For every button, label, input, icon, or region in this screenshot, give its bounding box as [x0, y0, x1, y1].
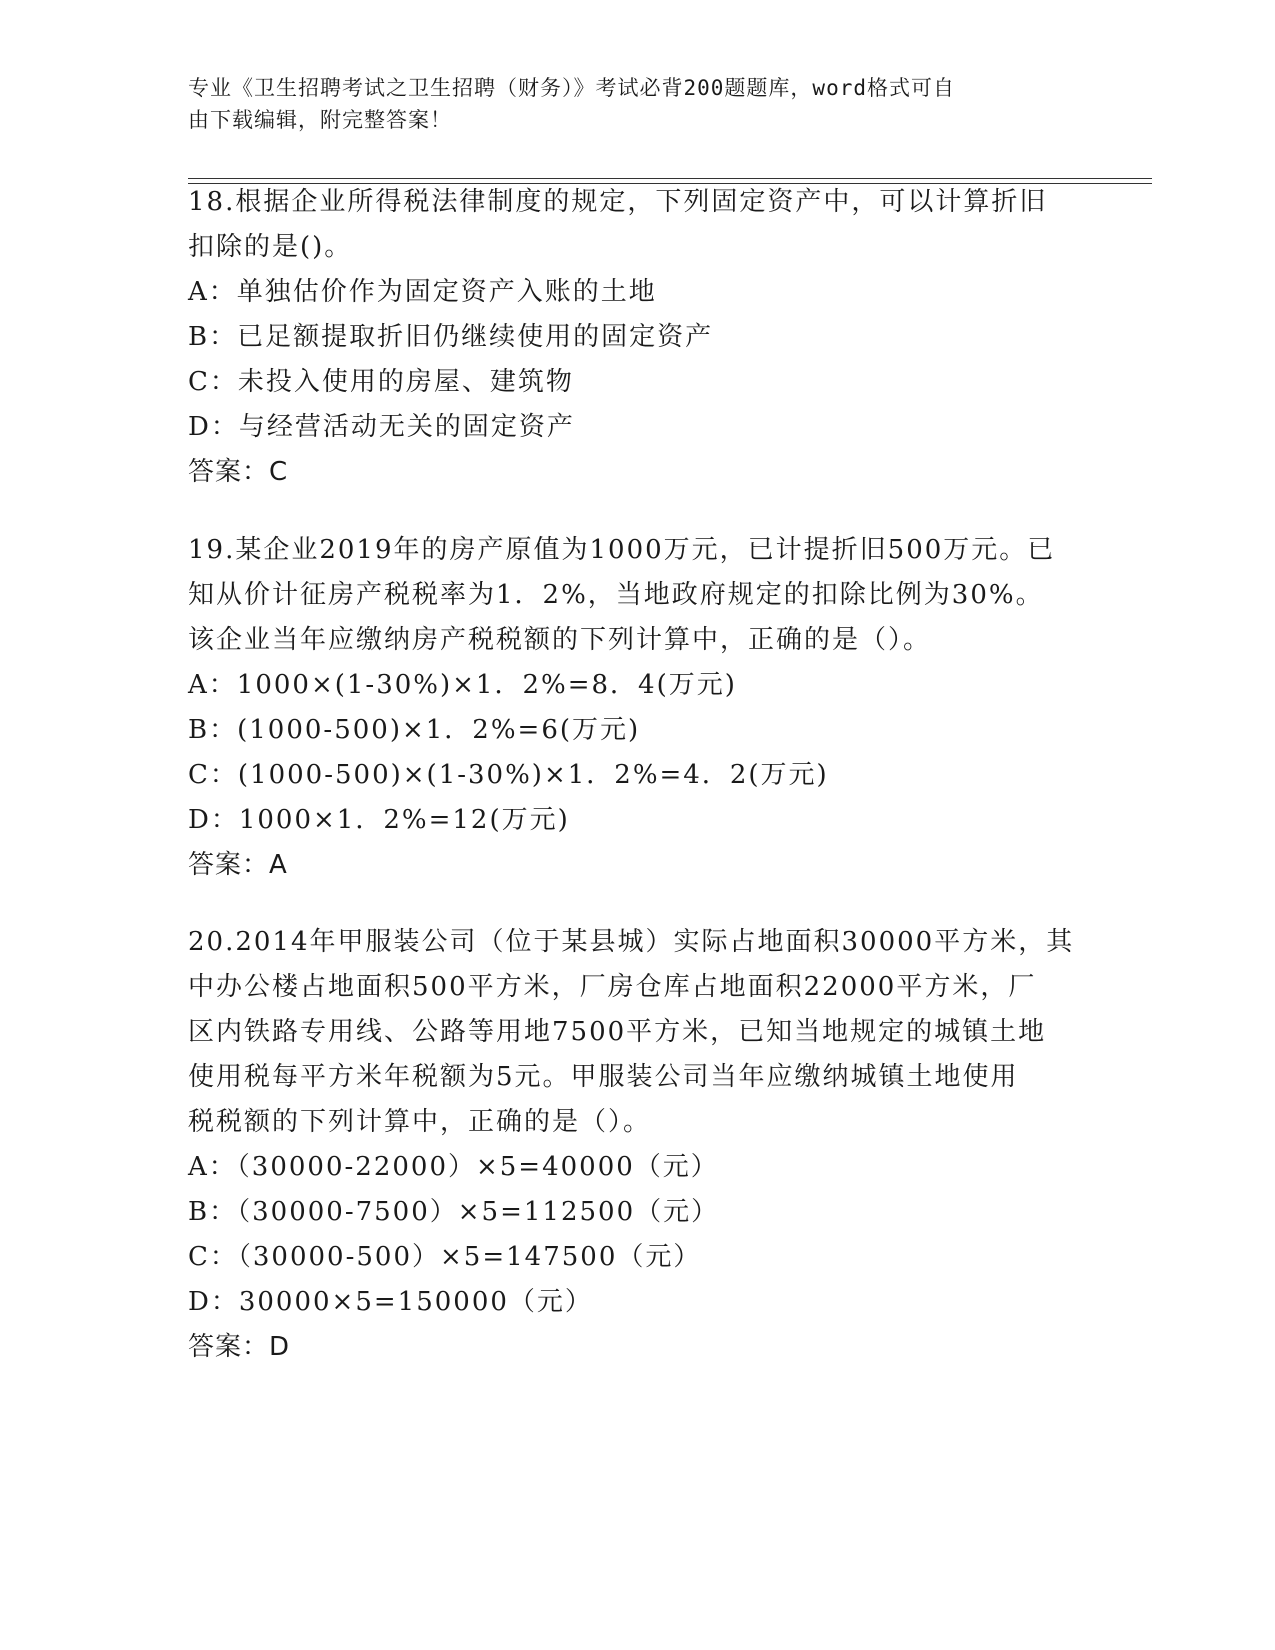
stem-line: 该企业当年应缴纳房产税税额的下列计算中，正确的是（）。 — [188, 625, 932, 655]
stem-line: 知从价计征房产税税率为1．2%，当地政府规定的扣除比例为30%。 — [188, 580, 1044, 610]
stem-line: 19.某企业2019年的房产原值为1000万元，已计提折旧500万元。已 — [188, 535, 1056, 565]
option-c: C：（30000-500）×5=147500（元） — [188, 1242, 702, 1272]
question-stem — [188, 920, 1088, 1145]
answer: 答案：C — [188, 457, 289, 487]
option-b: B：已足额提取折旧仍继续使用的固定资产 — [188, 322, 714, 352]
option-a: A：1000×(1-30%)×1．2%=8．4(万元) — [188, 670, 737, 700]
option-c: C：(1000-500)×(1-30%)×1．2%=4．2(万元) — [188, 760, 829, 790]
question-18 — [188, 180, 1088, 495]
answer: 答案：A — [188, 850, 288, 880]
option-b: B：(1000-500)×1．2%=6(万元) — [188, 715, 641, 745]
header-line: 由下载编辑，附完整答案！ — [188, 108, 452, 132]
option-d: D：1000×1．2%=12(万元) — [188, 805, 570, 835]
stem-line: 区内铁路专用线、公路等用地7500平方米，已知当地规定的城镇土地 — [188, 1017, 1047, 1047]
stem-line: 18.根据企业所得税法律制度的规定，下列固定资产中，可以计算折旧 — [188, 187, 1048, 217]
option-d: D：与经营活动无关的固定资产 — [188, 412, 575, 442]
stem-line: 税税额的下列计算中，正确的是（）。 — [188, 1107, 652, 1137]
question-20 — [188, 920, 1088, 1370]
stem-line: 扣除的是()。 — [188, 232, 353, 262]
option-b: B：（30000-7500）×5=112500（元） — [188, 1197, 720, 1227]
option-c: C：未投入使用的房屋、建筑物 — [188, 367, 574, 397]
stem-line: 使用税每平方米年税额为5元。甲服装公司当年应缴纳城镇土地使用 — [188, 1062, 1019, 1092]
answer: 答案：D — [188, 1332, 291, 1362]
header-line: 专业《卫生招聘考试之卫生招聘（财务）》考试必背200题题库，word格式可自 — [188, 76, 955, 100]
option-d: D：30000×5=150000（元） — [188, 1287, 593, 1317]
question-19 — [188, 528, 1088, 888]
header-divider — [188, 178, 1152, 179]
option-a: A：（30000-22000）×5=40000（元） — [188, 1152, 719, 1182]
document-header — [188, 72, 1068, 136]
option-a: A：单独估价作为固定资产入账的土地 — [188, 277, 657, 307]
stem-line: 20.2014年甲服装公司（位于某县城）实际占地面积30000平方米，其 — [188, 927, 1075, 957]
question-stem — [188, 528, 1088, 663]
stem-line: 中办公楼占地面积500平方米，厂房仓库占地面积22000平方米，厂 — [188, 972, 1037, 1002]
question-stem — [188, 180, 1088, 270]
